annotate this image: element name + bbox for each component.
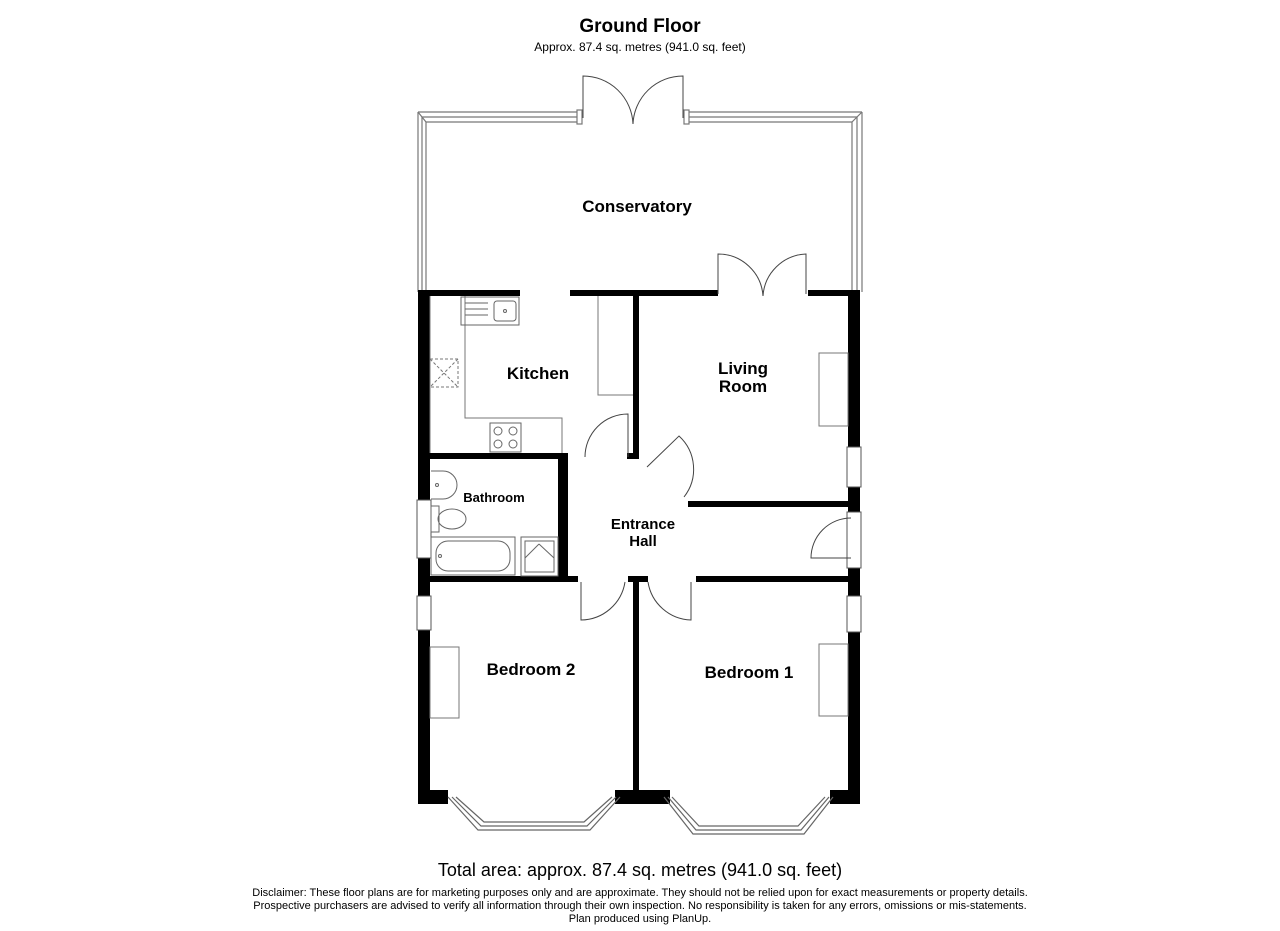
toilet-icon: [431, 506, 466, 532]
hob-icon: [490, 423, 521, 452]
disclaimer-line-2: Prospective purchasers are advised to verify all information through their own inspection. No responsibility is taken for any errors, omissions or mis-statements.: [253, 900, 1027, 912]
room-label-living-1: Living: [717, 359, 769, 378]
room-label-bedroom1: Bedroom 1: [704, 663, 794, 682]
room-label-conservatory: Conservatory: [582, 197, 692, 216]
washer-icon: [430, 359, 458, 387]
disclaimer-line-1: Disclaimer: These floor plans are for marketing purposes only and are approximate. They should not be relied upon for exact measurements or property details.: [252, 887, 1028, 899]
plan-title: Ground Floor: [579, 16, 701, 37]
conservatory-doors: [583, 76, 683, 124]
total-area: Total area: approx. 87.4 sq. metres (941.0 sq. feet): [437, 860, 843, 880]
room-label-kitchen: Kitchen: [506, 364, 570, 383]
plan-subtitle: Approx. 87.4 sq. metres (941.0 sq. feet): [534, 40, 746, 54]
room-label-hall-1: Entrance: [610, 516, 676, 533]
room-label-living-2: Room: [718, 377, 768, 396]
internal-doors: [581, 254, 851, 620]
disclaimer-line-3: Plan produced using PlanUp.: [568, 913, 712, 925]
sink-icon: [461, 297, 519, 325]
washbasin-icon: [431, 471, 457, 499]
shower-icon: [521, 537, 558, 576]
room-label-bedroom2: Bedroom 2: [486, 660, 576, 679]
bathtub-icon: [431, 537, 515, 575]
room-label-hall-2: Hall: [629, 533, 657, 550]
room-label-bathroom: Bathroom: [463, 490, 525, 505]
